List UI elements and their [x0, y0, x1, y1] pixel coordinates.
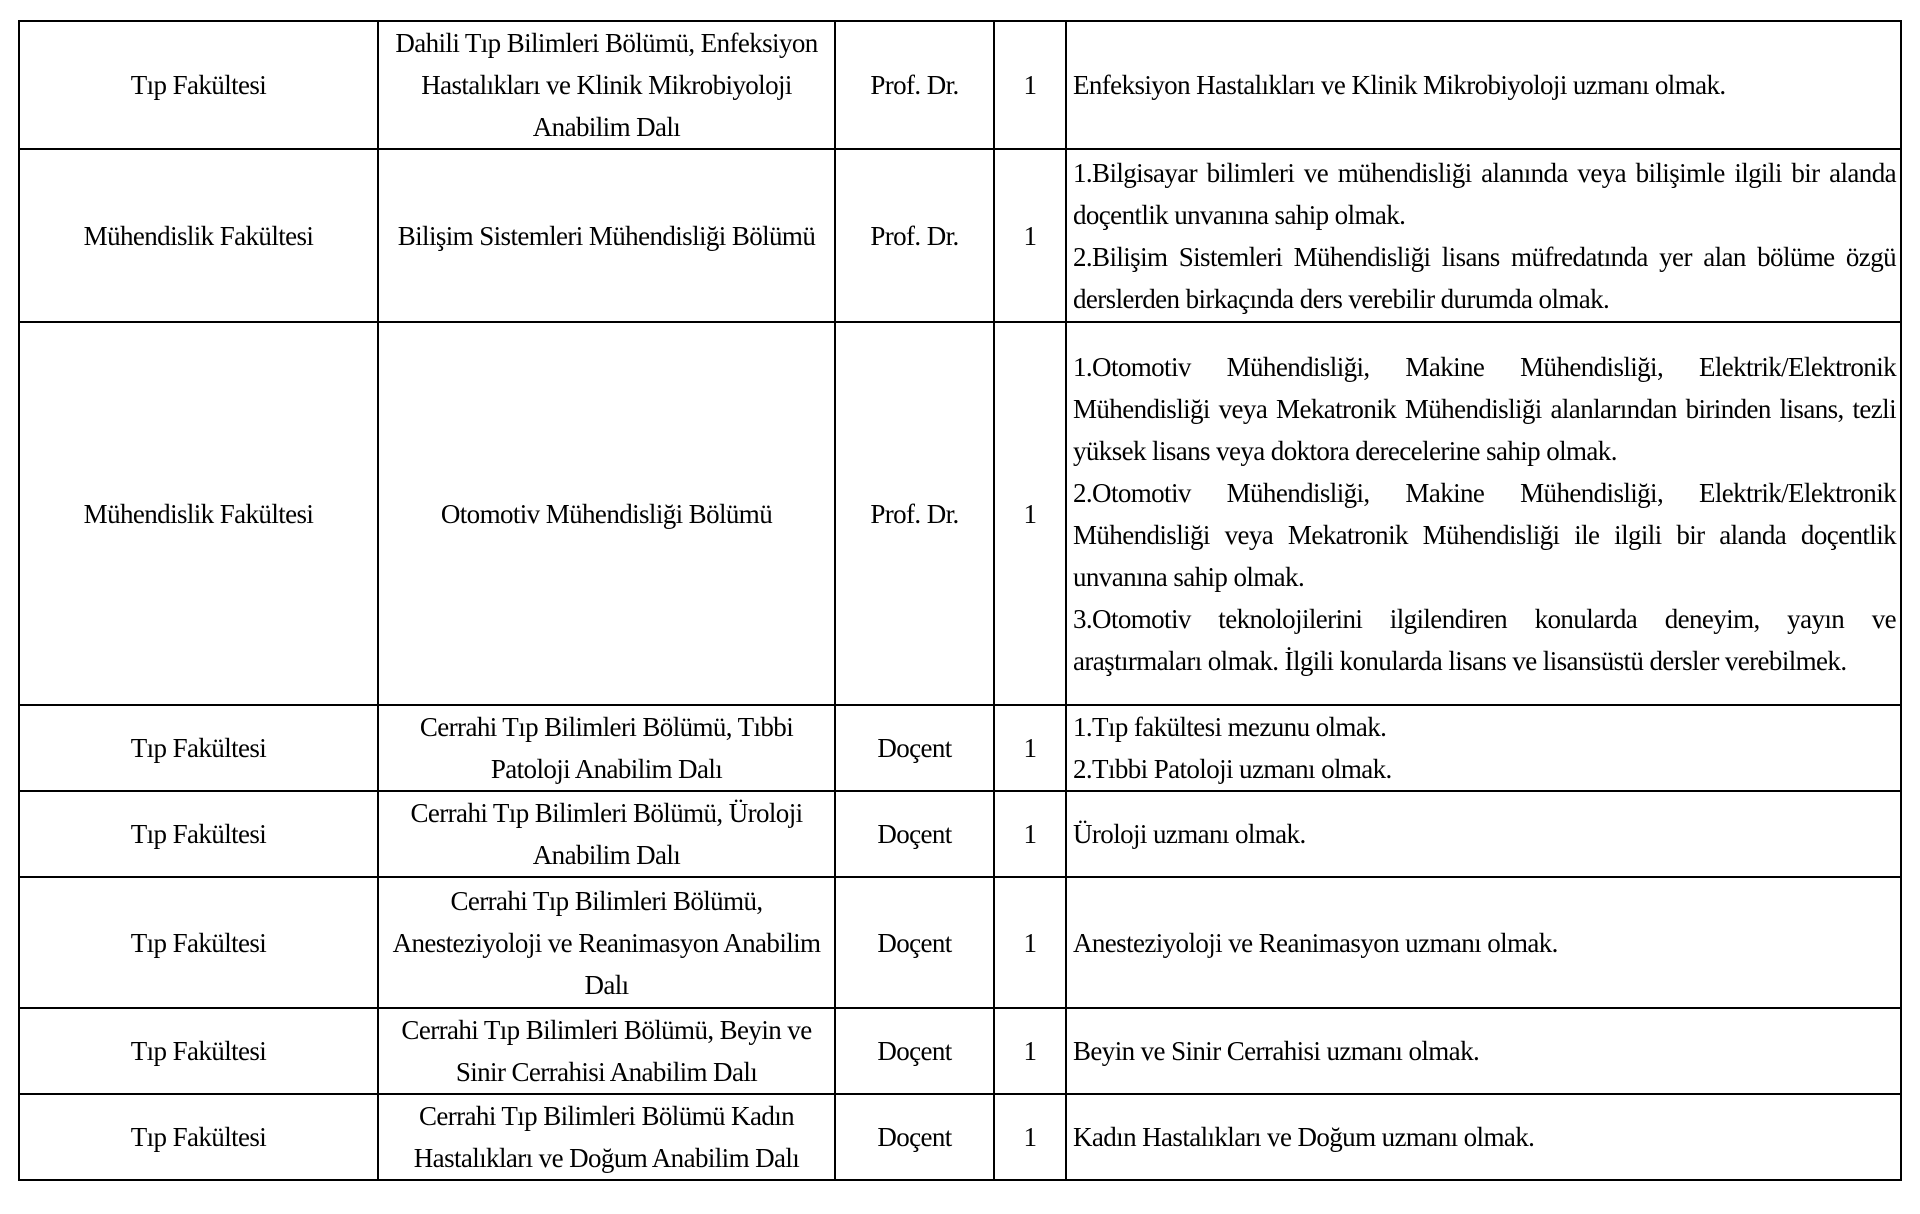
- title-cell: Prof. Dr.: [835, 322, 994, 705]
- faculty-cell: Mühendislik Fakültesi: [19, 149, 378, 322]
- table-row: [19, 1094, 1901, 1180]
- table-row: [19, 791, 1901, 877]
- requirement-item: Beyin ve Sinir Cerrahisi uzmanı olmak.: [1073, 1036, 1480, 1066]
- count-cell: 1: [994, 149, 1066, 322]
- faculty-cell: Tıp Fakültesi: [19, 791, 378, 877]
- department-cell: Cerrahi Tıp Bilimleri Bölümü, Tıbbi Patoloji Anabilim Dalı: [378, 705, 835, 791]
- title-cell: Doçent: [835, 705, 994, 791]
- table-row: [19, 1008, 1901, 1094]
- faculty-cell: Tıp Fakültesi: [19, 705, 378, 791]
- requirements-cell: [1066, 705, 1901, 791]
- count-cell: 1: [994, 322, 1066, 705]
- table-row: [19, 322, 1901, 705]
- table-row: [19, 877, 1901, 1008]
- requirement-item: 2.Otomotiv Mühendisliği, Makine Mühendisliği, Elektrik/Elektronik Mühendisliği veya Mekatronik Mühendisliği ile ilgili bir alanda doçentlik unvanına sahip olmak.: [1073, 477, 1896, 592]
- department-cell: Cerrahi Tıp Bilimleri Bölümü, Beyin ve Sinir Cerrahisi Anabilim Dalı: [378, 1008, 835, 1094]
- positions-table: [18, 20, 1902, 1181]
- count-cell: 1: [994, 1008, 1066, 1094]
- requirement-item: Anesteziyoloji ve Reanimasyon uzmanı olmak.: [1073, 927, 1558, 958]
- faculty-cell: Tıp Fakültesi: [19, 877, 378, 1008]
- faculty-cell: Mühendislik Fakültesi: [19, 322, 378, 705]
- title-cell: Doçent: [835, 877, 994, 1008]
- department-cell: Cerrahi Tıp Bilimleri Bölümü Kadın Hastalıkları ve Doğum Anabilim Dalı: [378, 1094, 835, 1180]
- count-cell: 1: [994, 21, 1066, 149]
- count-cell: 1: [994, 1094, 1066, 1180]
- requirement-item: 2.Tıbbi Patoloji uzmanı olmak.: [1073, 754, 1392, 784]
- faculty-cell: Tıp Fakültesi: [19, 21, 378, 149]
- requirement-item: 3.Otomotiv teknolojilerini ilgilendiren konularda deneyim, yayın ve araştırmaları olmak. İlgili konularda lisans ve lisansüstü dersler verebilmek.: [1073, 603, 1896, 676]
- count-cell: 1: [994, 791, 1066, 877]
- title-cell: Doçent: [835, 791, 994, 877]
- title-cell: Prof. Dr.: [835, 149, 994, 322]
- count-cell: 1: [994, 877, 1066, 1008]
- department-cell: Cerrahi Tıp Bilimleri Bölümü, Anesteziyoloji ve Reanimasyon Anabilim Dalı: [378, 877, 835, 1008]
- requirement-item: Üroloji uzmanı olmak.: [1073, 819, 1306, 849]
- requirement-item: 1.Otomotiv Mühendisliği, Makine Mühendisliği, Elektrik/Elektronik Mühendisliği veya Mekatronik Mühendisliği alanlarından birinden lisans, tezli yüksek lisans veya doktora derecelerine sahip olmak.: [1073, 351, 1896, 466]
- faculty-cell: Tıp Fakültesi: [19, 1008, 378, 1094]
- title-cell: Doçent: [835, 1008, 994, 1094]
- department-cell: Otomotiv Mühendisliği Bölümü: [378, 322, 835, 705]
- title-cell: Doçent: [835, 1094, 994, 1180]
- title-cell: Prof. Dr.: [835, 21, 994, 149]
- requirements-cell: [1066, 791, 1901, 877]
- department-cell: Cerrahi Tıp Bilimleri Bölümü, Üroloji Anabilim Dalı: [378, 791, 835, 877]
- requirements-cell: [1066, 322, 1901, 705]
- requirements-cell: [1066, 877, 1901, 1008]
- requirement-item: 2.Bilişim Sistemleri Mühendisliği lisans müfredatında yer alan bölüme özgü derslerden birkaçında ders verebilir durumda olmak.: [1073, 241, 1896, 314]
- department-cell: Dahili Tıp Bilimleri Bölümü, Enfeksiyon Hastalıkları ve Klinik Mikrobiyoloji Anabilim Dalı: [378, 21, 835, 149]
- table-row: [19, 149, 1901, 322]
- requirements-cell: [1066, 1008, 1901, 1094]
- requirement-item: 1.Bilgisayar bilimleri ve mühendisliği alanında veya bilişimle ilgili bir alanda doçentlik unvanına sahip olmak.: [1073, 157, 1896, 230]
- table-row: [19, 21, 1901, 149]
- requirement-item: Enfeksiyon Hastalıkları ve Klinik Mikrobiyoloji uzmanı olmak.: [1073, 70, 1726, 100]
- table-row: [19, 705, 1901, 791]
- requirement-item: 1.Tıp fakültesi mezunu olmak.: [1073, 712, 1387, 742]
- requirements-cell: [1066, 21, 1901, 149]
- requirement-item: Kadın Hastalıkları ve Doğum uzmanı olmak.: [1073, 1122, 1535, 1152]
- requirements-cell: [1066, 1094, 1901, 1180]
- faculty-cell: Tıp Fakültesi: [19, 1094, 378, 1180]
- count-cell: 1: [994, 705, 1066, 791]
- requirements-cell: [1066, 149, 1901, 322]
- department-cell: Bilişim Sistemleri Mühendisliği Bölümü: [378, 149, 835, 322]
